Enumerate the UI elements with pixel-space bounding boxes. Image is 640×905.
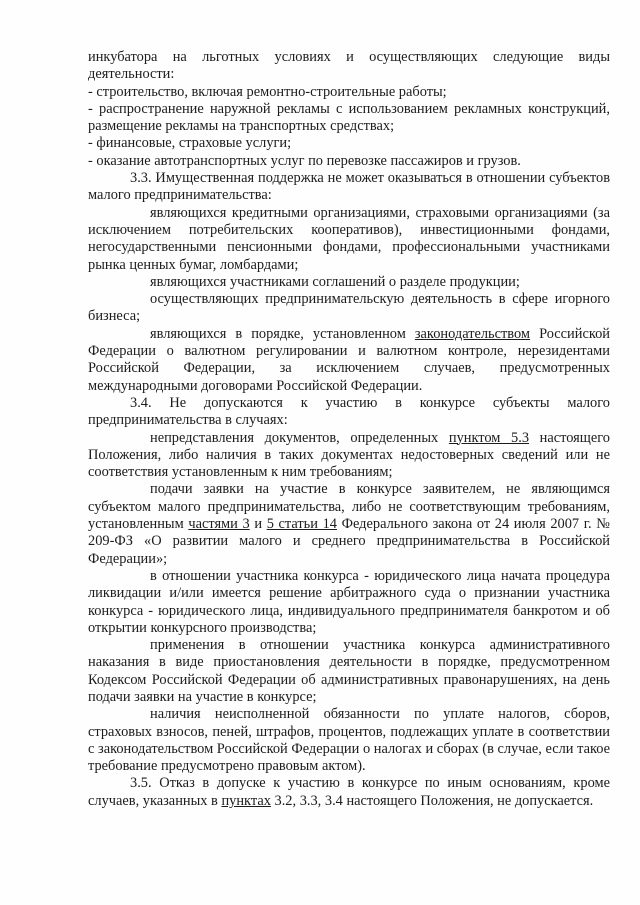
clause-3-4-item-documents: [88, 430, 610, 482]
parts-3-link[interactable]: частями 3: [188, 516, 250, 533]
text-run: и: [249, 516, 267, 533]
text-run: 3.2, 3.3, 3.4 настоящего Положения, не допускается.: [270, 792, 594, 809]
clause-3-3-item-gambling: осуществляющих предпринимательскую деятельность в сфере игорного бизнеса;: [88, 291, 610, 325]
text-run: являющихся в порядке, установленном: [150, 325, 415, 342]
clause-3-4-item-application: [88, 481, 610, 567]
list-item-construction: - строительство, включая ремонтно-строительные работы;: [88, 83, 447, 100]
clause-3-3: 3.3. Имущественная поддержка не может оказываться в отношении субъектов малого предпринимательства:: [88, 170, 610, 204]
paragraph-continuation: инкубатора на льготных условиях и осуществляющих следующие виды деятельности:: [88, 49, 610, 83]
clause-3-3-item-production-sharing: являющихся участниками соглашений о разделе продукции;: [150, 273, 520, 290]
clause-3-3-item-nonresidents: [88, 326, 610, 395]
article-14-link[interactable]: 5 статьи 14: [266, 516, 337, 533]
clause-3-4-item-penalty: применения в отношении участника конкурса административного наказания в виде приостановления деятельности в порядке, предусмотренном Кодексом Российской Федерации об административных правонарушениях, на день подачи заявки на участие в конкурсе;: [88, 637, 610, 705]
text-run: Федерального закона от 24 июля 2007 г. № 209-ФЗ «О развитии малого и среднего предпринимательства в Российской Федерации»;: [88, 516, 611, 567]
legislation-link[interactable]: законодательством: [414, 325, 531, 342]
document-body: [88, 49, 610, 810]
text-run: настоящего Положения, либо наличия в таких документах недостоверных сведений или не соответствия установленным к ним требованиям;: [88, 429, 610, 481]
list-item-transport: - оказание автотранспортных услуг по перевозке пассажиров и грузов.: [88, 152, 521, 169]
list-item-advertising: - распространение наружной рекламы с использованием рекламных конструкций, размещение рекламы на транспортных средствах;: [88, 100, 610, 135]
list-item-financial: - финансовые, страховые услуги;: [88, 135, 292, 152]
points-link[interactable]: пунктах: [221, 792, 271, 809]
clause-3-5: [88, 775, 610, 810]
text-run: непредставления документов, определенных: [150, 429, 449, 446]
text-run: 3.5. Отказ в допуске к участию в конкурсе по иным основаниям, кроме случаев, указанных в: [88, 775, 610, 809]
clause-3-4-item-taxes: наличия неисполненной обязанности по уплате налогов, сборов, страховых взносов, пеней, штрафов, процентов, подлежащих уплате в соответствии с законодательством Российской Федерации о налогах и сборах (в случае, если такое требование предусмотрено правовым актом).: [88, 706, 610, 775]
point-5-3-link[interactable]: пунктом 5.3: [448, 429, 530, 446]
clause-3-4: 3.4. Не допускаются к участию в конкурсе субъекты малого предпринимательства в случаях:: [88, 394, 610, 429]
text-run: Российской Федерации о валютном регулировании и валютном контроле, нерезидентами Российской Федерации, за исключением случаев, предусмотренных международными договорами Российской Федерации.: [88, 325, 610, 394]
text-run: подачи заявки на участие в конкурсе заявителем, не являющимся субъектом малого предпринимательства, либо не соответствующим требованиям, установленным: [88, 481, 610, 533]
clause-3-4-item-liquidation: в отношении участника конкурса - юридического лица начата процедура ликвидации и/или имеется решение арбитражного суда о признании участника конкурса - юридического лица, индивидуального предпринимателя банкротом и об открытии конкурсного производства;: [88, 567, 610, 636]
clause-3-3-item-credit: являющихся кредитными организациями, страховыми организациями (за исключением потребительских кооперативов), инвестиционными фондами, негосударственными пенсионными фондами, профессиональными участниками рынка ценных бумаг, ломбардами;: [88, 204, 610, 273]
